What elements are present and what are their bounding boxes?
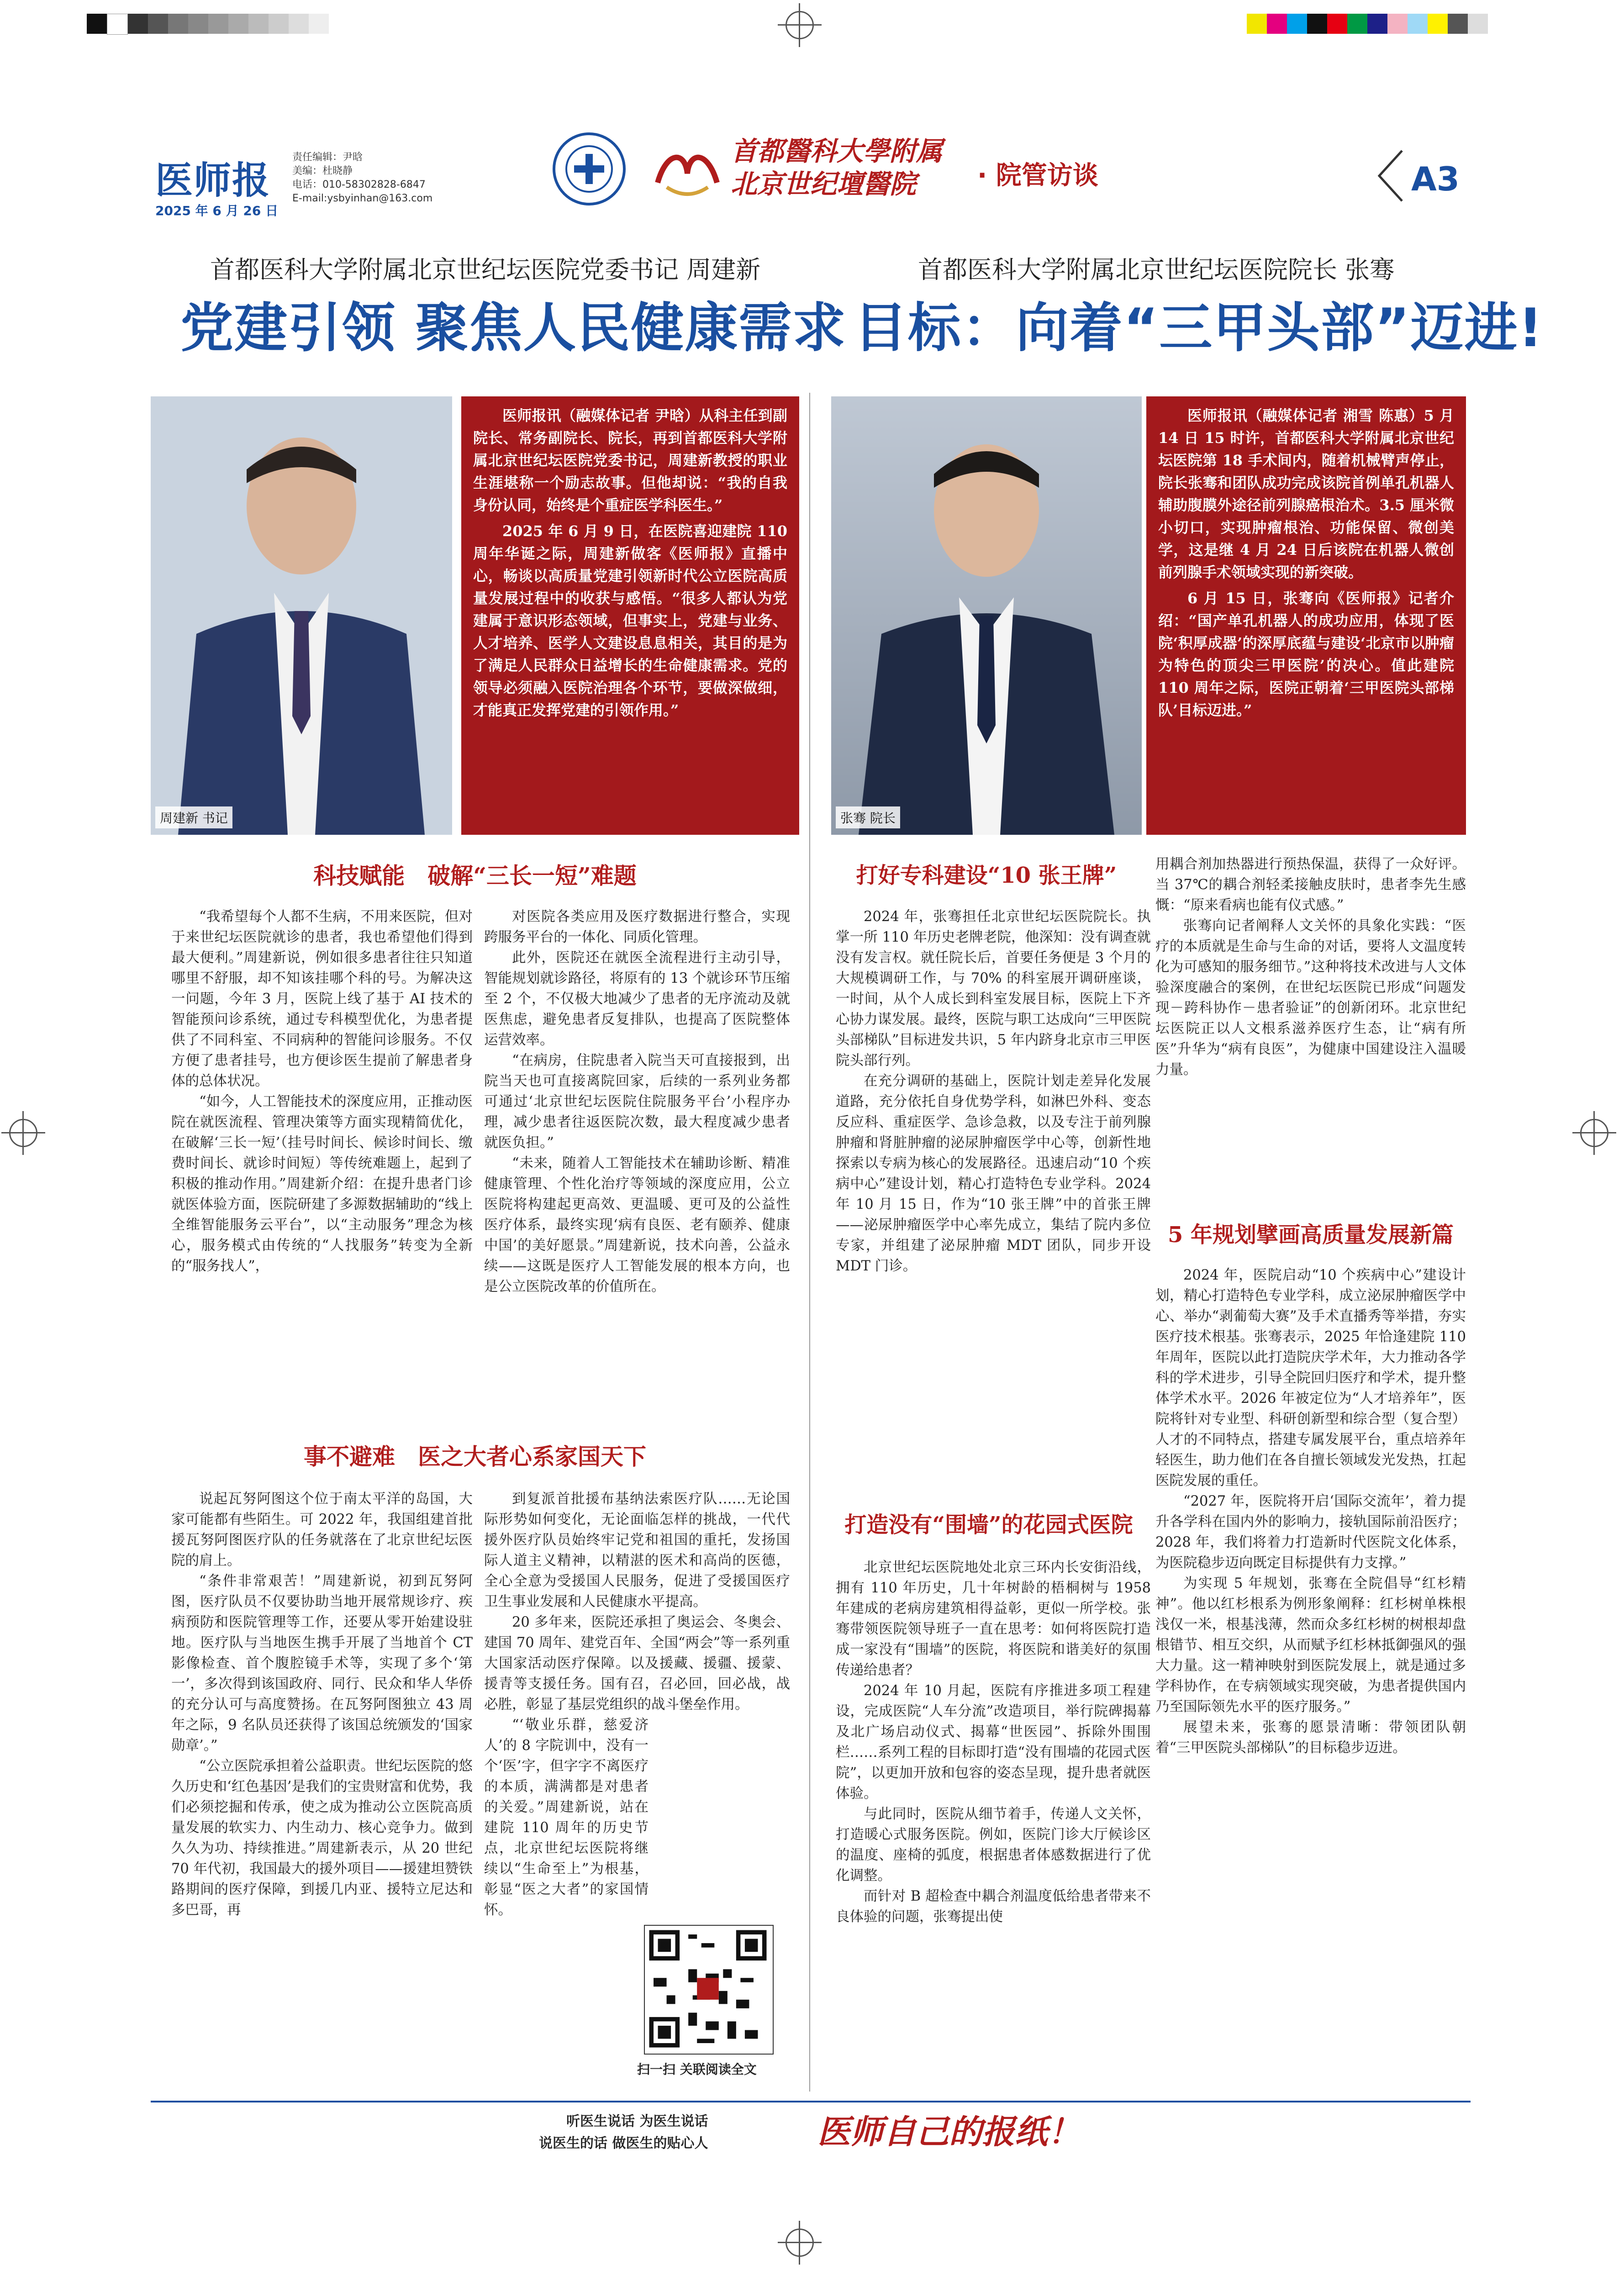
paragraph: 用耦合剂加热器进行预热保温，获得了一众好评。当 37℃的耦合剂轻柔接触皮肤时，患者李先生感慨：“原来看病也能有仪式感。”	[1155, 856, 1466, 913]
masthead-title: 医师报	[155, 159, 271, 202]
registration-mark-icon	[1580, 1119, 1608, 1147]
paragraph: “2027 年，医院将开启‘国际交流年’，着力提升各学科在国内外的影响力，接轨国际前沿医疗；2028 年，我们将着力打造新时代医院文化体系，为医院稳步迈向既定目标提供有力支撑。”	[1155, 1493, 1466, 1571]
paragraph: 张骞向记者阐释人文关怀的具象化实践：“医疗的本质就是生命与生命的对话，要将人文温度转化为可感知的服务细节。”这种将技术改进与人文体验深度融合的案例，在世纪坛医院已形成“问题发现－跨科协作－患者验证”的创新闭环。北京世纪坛医院正以人文根系滋养医疗生态，让“病有所医”升华为“病有良医”，为健康中国建设注入温暖力量。	[1155, 918, 1466, 1078]
paragraph: 为实现 5 年规划，张骞在全院倡导“红杉精神”。他以红杉根系为例形象阐释：红杉树单株根浅仅一米，根基浅薄，然而众多红杉树的树根却盘根错节、相互交织，从而赋予红杉林抵御强风的强大力量。这一精神映射到医院发展上，就是通过多学科协作，在专病领域实现突破，为患者提供国内乃至国际领先水平的医疗服务。”	[1155, 1575, 1466, 1715]
left-subhead-1: 科技赋能 破解“三长一短”难题	[313, 862, 637, 889]
right-kicker: 首都医科大学附属北京世纪坛医院院长 张骞	[918, 255, 1395, 284]
email-line: E-mail:ysbyinhan@163.com	[292, 193, 433, 204]
page-number: A3	[1411, 160, 1460, 198]
right-column-3	[1155, 854, 1466, 1080]
right-column-4	[1155, 1265, 1466, 1758]
column-divider	[809, 393, 810, 2092]
paragraph: “如今，人工智能技术的深度应用，正推动医院在就医流程、管理决策等方面实现精简优化，在破解‘三长一短’（挂号时间长、候诊时间长、缴费时间长、就诊时间短）等传统难题上，起到了积极的推动作用。”周建新介绍：在提升患者门诊就医体验方面，医院研建了多源数据辅助的“线上全维智能服务云平台”，以“主动服务”理念为核心，服务模式由传统的“人找服务”转变为全新的“服务找人”，	[171, 1094, 473, 1274]
issue-date: 2025 年 6 月 26 日	[155, 203, 279, 218]
right-column-2	[836, 1557, 1151, 1927]
qr-code-icon[interactable]	[644, 1925, 774, 2055]
paragraph: 2024 年，医院启动“10 个疾病中心”建设计划，精心打造特色专业学科，成立泌尿肿瘤医学中心、举办“剥葡萄大赛”及手术直播秀等举措，夯实医疗技术根基。张骞表示，2025 年恰逢建院 110 年周年，医院以此打造院庆学术年，大力推动各学科的学术进步，引导全院回归医疗和学术，提升整体学术水平。2026 年被定位为“人才培养年”，医院将针对专业型、科研创新型和综合型（复合型）人才的不同特点，搭建专属发展平台，重点培养年轻医生，助力他们在各自擅长领域发光发热，扛起医院发展的重任。	[1155, 1267, 1466, 1489]
left-lead-box	[461, 396, 799, 835]
right-subhead-3: 5 年规划擘画高质量发展新篇	[1167, 1222, 1454, 1248]
left-headline: 党建引领 聚焦人民健康需求	[180, 297, 847, 359]
left-subhead-2: 事不避难 医之大者心系家国天下	[304, 1443, 646, 1470]
paragraph: 在充分调研的基础上，医院计划走差异化发展道路，充分依托自身优势学科，如淋巴外科、变态反应科、重症医学、急诊急救，以及专注于前列腺肿瘤和肾脏肿瘤的泌尿肿瘤医学中心等，创新性地探索以专病为核心的发展路径。迅速启动“10 个疾病中心”建设计划，精心打造特色专业学科。2024 年 10 月 15 日，作为“10 张王牌”中的首张王牌——泌尿肿瘤医学中心率先成立，集结了院内多位专家，并组建了泌尿肿瘤 MDT 团队，同步开设 MDT 门诊。	[836, 1073, 1151, 1274]
paragraph: “我希望每个人都不生病，不用来医院，但对于来世纪坛医院就诊的患者，我也希望他们得到最大便利。”周建新说，例如很多患者往往只知道哪里不舒服，却不知该挂哪个科的号。为解决这一问题，今年 3 月，医院上线了基于 AI 技术的智能预问诊系统，通过专科模型优化，为患者提供了不同科室、不同病种的智能问诊服务。不仅方便了患者挂号，也方便诊医生提前了解患者身体的总体状况。	[171, 909, 473, 1089]
right-column-1	[836, 906, 1151, 1276]
qr-caption: 扫一扫 关联阅读全文	[637, 2062, 757, 2077]
photo-caption: 张骞 院长	[836, 806, 900, 828]
left-column-2	[484, 906, 790, 1297]
left-column-4	[484, 1489, 790, 1920]
lead-paragraph: 医师报讯（融媒体记者 湘雪 陈惠）5 月 14 日 15 时许，首都医科大学附属北京世纪坛医院第 18 手术间内，随着机械臂声停止，院长张骞和团队成功完成该院首例单孔机器人辅助腹膜外途径前列腺癌根治术。3.5 厘米微小切口，实现肿瘤根治、功能保留、微创美学，这是继 4 月 24 日后该院在机器人微创前列腺手术领域实现的新突破。	[1158, 407, 1454, 581]
portrait-photo-zhou	[151, 396, 452, 835]
footer-line-2: 说医生的话 做医生的贴心人	[539, 2135, 708, 2151]
paragraph: 此外，医院还在就医全流程进行主动引导，智能规划就诊路径，将原有的 13 个就诊环节压缩至 2 个，不仅极大地减少了患者的无序流动及就医焦虑，避免患者反复排队，也提高了医院整体运营效率。	[484, 950, 790, 1048]
paragraph: 与此同时，医院从细节着手，传递人文关怀，打造暖心式服务医院。例如，医院门诊大厅候诊区的温度、座椅的弧度，根据患者体感数据进行了优化调整。	[836, 1806, 1151, 1884]
registration-mark-icon	[786, 11, 814, 39]
paragraph: 2024 年 10 月起，医院有序推进多项工程建设，完成医院“人车分流”改造项目，举行院碑揭幕及北广场启动仪式、揭幕“世医园”、拆除外围围栏……系列工程的目标即打造“没有围墙的花园式医院”，以更加开放和包容的姿态呈现，提升患者就医体验。	[836, 1683, 1151, 1802]
registration-mark-icon	[786, 2229, 814, 2257]
paragraph: “未来，随着人工智能技术在辅助诊断、精准健康管理、个性化治疗等领域的深度应用，公立医院将构建起更高效、更温暖、更可及的公益性医疗体系，最终实现‘病有良医、老有颐养、健康中国’的美好愿景。”周建新说，技术向善，公益永续——这既是医疗人工智能发展的根本方向，也是公立医院改革的价值所在。	[484, 1155, 790, 1295]
hospital-name-line1: 首都醫科大學附属	[731, 136, 943, 167]
registration-grayscale-strip	[87, 14, 329, 34]
left-column-3	[171, 1489, 473, 1920]
paragraph: 2024 年，张骞担任北京世纪坛医院院长。执掌一所 110 年历史老牌老院，他深知：没有调查就没有发言权。就任院长后，首要任务便是 3 个月的大规模调研工作，与 70% 的科室展开调研座谈，一时间，从个人成长到科室发展目标，医院上下齐心协力谋发展。最终，医院与职工达成向“三甲医院头部梯队”目标进发共识，5 年内跻身北京市三甲医院头部行列。	[836, 909, 1151, 1069]
registration-mark-icon	[9, 1119, 37, 1147]
left-kicker: 首都医科大学附属北京世纪坛医院党委书记 周建新	[210, 255, 761, 284]
footer-slogan: 医师自己的报纸！	[817, 2112, 1081, 2151]
editor-line: 责任编辑：尹晗	[292, 152, 363, 163]
left-column-1	[171, 906, 473, 1276]
right-lead-box	[1146, 396, 1466, 835]
registration-color-strip	[1247, 14, 1488, 34]
paragraph: 对医院各类应用及医疗数据进行整合，实现跨服务平台的一体化、同质化管理。	[484, 909, 790, 945]
hospital-name-line2: 北京世纪壇醫院	[731, 169, 917, 200]
paragraph: 而针对 B 超检查中耦合剂温度低给患者带来不良体验的问题，张骞提出使	[836, 1888, 1151, 1925]
phone-line: 电话：010-58302828-6847	[292, 179, 426, 190]
paragraph: “在病房，住院患者入院当天可直接报到，出院当天也可直接离院回家，后续的一系列业务都可通过‘北京世纪坛医院住院服务平台’小程序办理，减少患者往返医院次数，最大程度减少患者就医负担。”	[484, 1053, 790, 1151]
paragraph: 展望未来，张骞的愿景清晰：带领团队朝着“三甲医院头部梯队”的目标稳步迈进。	[1155, 1719, 1466, 1756]
paragraph: 20 多年来，医院还承担了奥运会、冬奥会、建国 70 周年、建党百年、全国“两会”等一系列重大国家活动医疗保障。以及援藏、援疆、援蒙、援青等支援任务。国有召，召必回，回必战，战必胜，彰显了基层党组织的战斗堡垒作用。	[484, 1614, 790, 1712]
paragraph: 到复派首批援布基纳法索医疗队……无论国际形势如何变化，无论面临怎样的挑战，一代代援外医疗队员始终牢记党和祖国的重托，发扬国际人道主义精神，以精湛的医术和高尚的医德，全心全意为受援国人民服务，促进了受援国医疗卫生事业发展和人民健康水平提高。	[484, 1491, 790, 1610]
paragraph: 北京世纪坛医院地处北京三环内长安街沿线，拥有 110 年历史，几十年树龄的梧桐树与 1958 年建成的老病房建筑相得益彰，更似一所学校。张骞带领医院领导班子一直在思考：如何将医院打造成一家没有“围墙”的医院，将医院和谐美好的氛围传递给患者？	[836, 1560, 1151, 1678]
paragraph: 说起瓦努阿图这个位于南太平洋的岛国，大家可能都有些陌生。可 2022 年，我国组建首批援瓦努阿图医疗队的任务就落在了北京世纪坛医院的肩上。	[171, 1491, 473, 1569]
right-subhead-2: 打造没有“围墙”的花园式医院	[844, 1512, 1133, 1538]
designer-line: 美编：杜晓静	[292, 165, 353, 177]
lead-paragraph: 医师报讯（融媒体记者 尹晗）从科主任到副院长、常务副院长、院长，再到首都医科大学附属北京世纪坛医院党委书记，周建新教授的职业生涯堪称一个励志故事。但他却说：“我的自我身份认同，始终是个重症医学科医生。”	[473, 407, 787, 514]
editor-info	[292, 151, 432, 205]
anniversary-110-icon	[649, 132, 726, 210]
footer-line-1: 听医生说话 为医生说话	[566, 2113, 708, 2129]
paragraph: “公立医院承担着公益职责。世纪坛医院的悠久历史和‘红色基因’是我们的宝贵财富和优势，我们必须挖掘和传承，使之成为推动公立医院高质量发展的软实力、内生动力、核心竞争力。做到久久为功、持续推进。”周建新表示，从 20 世纪 70 年代初，我国最大的援外项目——援建坦赞铁路期间的医疗保障，到援几内亚、援特立尼达和多巴哥，再	[171, 1758, 473, 1918]
lead-paragraph: 6 月 15 日，张骞向《医师报》记者介绍：“国产单孔机器人的成功应用，体现了医院‘积厚成器’的深厚底蕴与建设‘北京市以肿瘤为特色的顶尖三甲医院’的决心。值此建院 110 周年之际，医院正朝着‘三甲医院头部梯队’目标迈进。”	[1158, 590, 1454, 719]
section-tag: · 院管访谈	[977, 161, 1098, 190]
portrait-photo-zhang	[831, 396, 1142, 835]
footer-rule	[151, 2101, 1471, 2102]
lead-paragraph: 2025 年 6 月 9 日，在医院喜迎建院 110 周年华诞之际，周建新做客《医师报》直播中心，畅谈以高质量党建引领新时代公立医院高质量发展过程中的收获与感悟。“很多人都认为党建属于意识形态领域，但事实上，党建与业务、人才培养、医学人文建设息息相关，其目的是为了满足人民群众日益增长的生命健康需求。党的领导必须融入医院治理各个环节，要做深做细，才能真正发挥党建的引领作用。”	[473, 522, 787, 719]
hospital-name	[731, 135, 943, 200]
right-headline: 目标：向着“三甲头部”迈进!	[854, 297, 1544, 359]
paragraph: “‘敬业乐群，慈爱济人’的 8 字院训中，没有一个‘医’字，但字字不离医疗的本质，满满都是对患者的关爱。”周建新说，站在建院 110 周年的历史节点，北京世纪坛医院将继续以“生命至上”为根基，彰显“医之大者”的家国情怀。	[484, 1717, 649, 1918]
photo-caption: 周建新 书记	[155, 806, 232, 828]
paragraph: “条件非常艰苦！”周建新说，初到瓦努阿图，医疗队员不仅要协助当地开展常规诊疗、疾病预防和医院管理等工作，还要从零开始建设驻地。医疗队与当地医生携手开展了当地首个 CT 影像检查、首个腹腔镜手术等，实现了多个‘第一’，多次得到该国政府、同行、民众和华人华侨的充分认可与高度赞扬。在瓦努阿图独立 43 周年之际，9 名队员还获得了该国总统颁发的‘国家勋章’。”	[171, 1573, 473, 1754]
hospital-emblem-icon	[553, 132, 626, 205]
right-subhead-1: 打好专科建设“10 张王牌”	[856, 863, 1117, 888]
